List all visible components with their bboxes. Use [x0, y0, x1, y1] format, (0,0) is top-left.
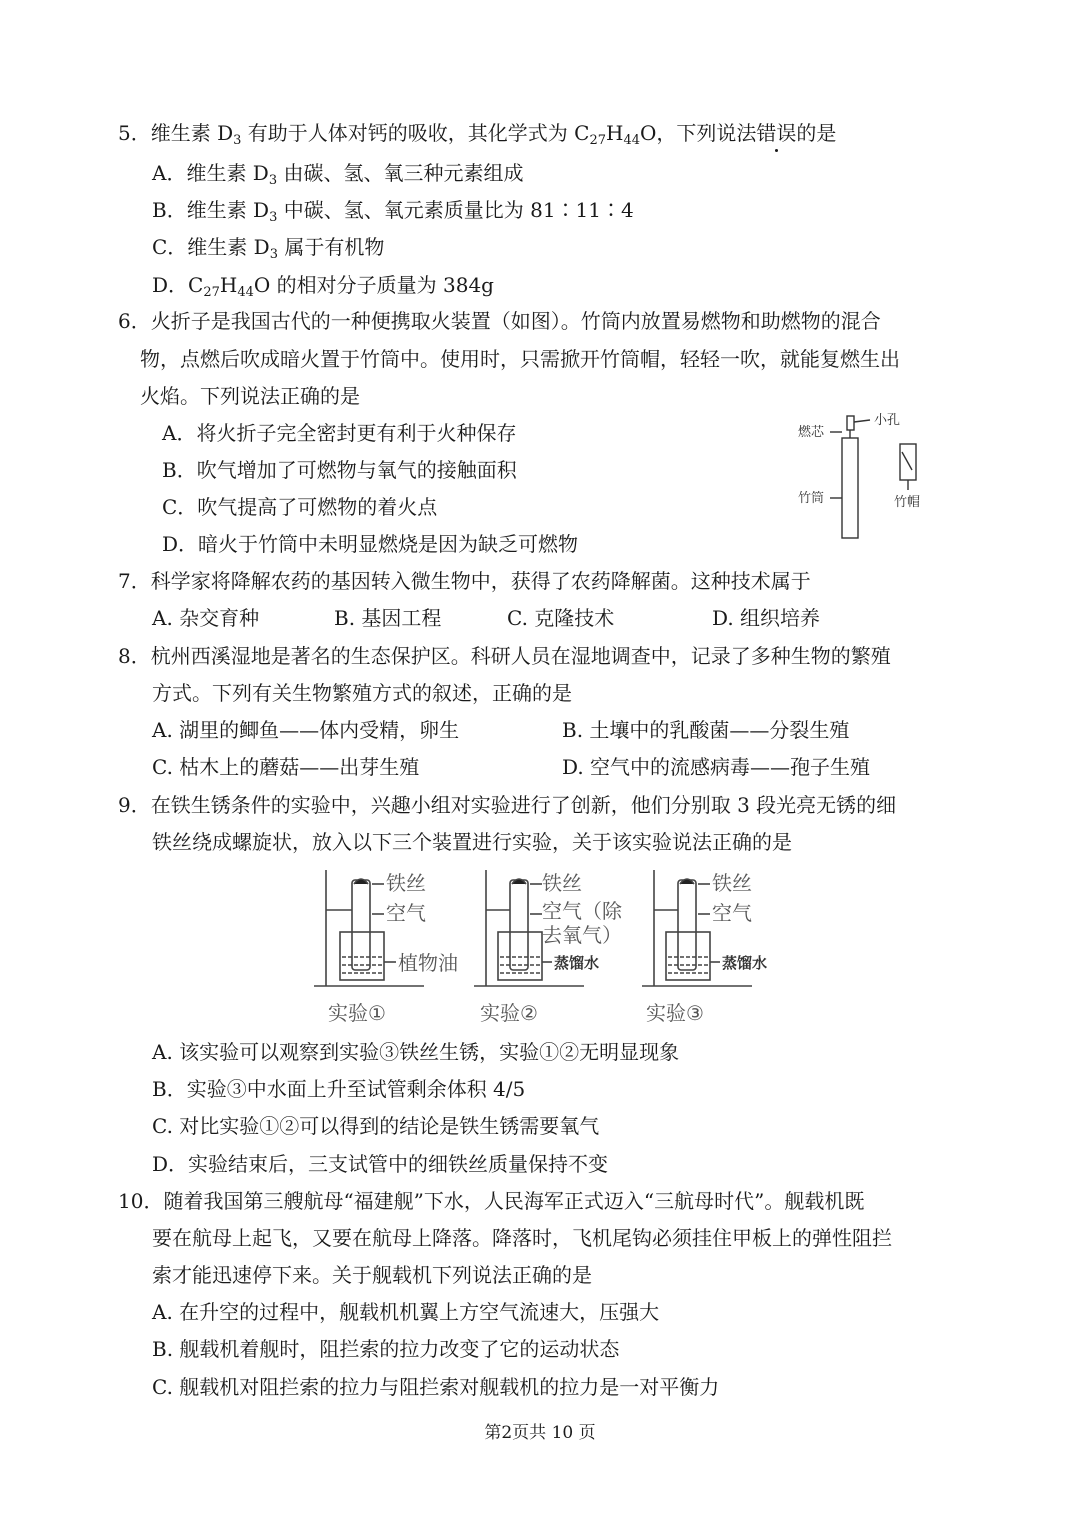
q10-option-b: B. 舰载机着舰时，阻拦索的拉力改变了它的运动状态: [152, 1337, 620, 1361]
q5-stem: 5．维生素 $D_3$ 有助于人体对钙的吸收，其化学式为 $C_{27}H_{44}O$，下列说法错误的是: [118, 121, 837, 148]
q9-option-a: A. 该实验可以观察到实验③铁丝生锈，实验①②无明显现象: [152, 1040, 680, 1064]
q5-option-b: B．维生素 $D_3$ 中碳、氢、氧元素质量比为 81∶11∶4: [152, 198, 634, 225]
q7-option-a: A. 杂交育种: [152, 606, 260, 630]
q10-stem-line1: 10．随着我国第三艘航母“福建舰”下水，人民海军正式迈入“三航母时代”。舰载机既: [118, 1189, 865, 1213]
q5-option-d: D．$C_{27}H_{44}O$ 的相对分子质量为 384g: [152, 273, 494, 300]
q5-option-c: C．维生素 $D_3$ 属于有机物: [152, 235, 385, 262]
q7-option-c: C. 克隆技术: [507, 606, 615, 630]
q9-stem-line2: 铁丝绕成螺旋状，放入以下三个装置进行实验，关于该实验说法正确的是: [152, 830, 792, 854]
exp3-water-label: 蒸馏水: [722, 954, 768, 972]
exp1-label: 实验①: [328, 1001, 386, 1025]
q6-stem-line3: 火焰。下列说法正确的是: [140, 384, 360, 408]
q10-option-c: C. 舰载机对阻拦索的拉力与阻拦索对舰载机的拉力是一对平衡力: [152, 1375, 720, 1399]
q10-stem-line2: 要在航母上起飞，又要在航母上降落。降落时，飞机尾钩必须挂住甲板上的弹性阻拦: [152, 1226, 892, 1250]
label-tube: 竹筒: [798, 491, 825, 506]
q9-option-b: B．实验③中水面上升至试管剩余体积 4/5: [152, 1077, 526, 1101]
q8-option-b: B. 土壤中的乳酸菌——分裂生殖: [562, 718, 850, 742]
label-core: 燃芯: [798, 425, 825, 440]
q9-option-d: D．实验结束后，三支试管中的细铁丝质量保持不变: [152, 1152, 609, 1176]
exp2-water-label: 蒸馏水: [554, 954, 600, 972]
exp1-iron-label: 铁丝: [386, 871, 426, 895]
q5-option-a: A．维生素 $D_3$ 由碳、氢、氧三种元素组成: [152, 161, 524, 188]
q6-option-b: B．吹气增加了可燃物与氧气的接触面积: [162, 458, 517, 482]
q6-stem-line1: 6．火折子是我国古代的一种便携取火装置（如图）。竹筒内放置易燃物和助燃物的混合: [118, 309, 881, 333]
q7-option-b: B. 基因工程: [334, 606, 442, 630]
exp1-oil-label: 植物油: [398, 951, 458, 975]
page-number: 第2页共 10 页: [484, 1423, 596, 1443]
q8-option-a: A. 湖里的鲫鱼——体内受精，卵生: [152, 718, 460, 742]
label-hole: 小孔: [874, 413, 901, 428]
exp2-air-label-line2: 去氧气）: [542, 923, 622, 947]
q9-option-c: C. 对比实验①②可以得到的结论是铁生锈需要氧气: [152, 1114, 600, 1138]
q8-option-c: C. 枯木上的蘑菇——出芽生殖: [152, 755, 420, 779]
fire-folder-diagram: [790, 410, 940, 540]
exp2-label: 实验②: [480, 1001, 538, 1025]
q6-option-a: A．将火折子完全密封更有利于火种保存: [162, 421, 517, 445]
q8-stem-line1: 8．杭州西溪湿地是著名的生态保护区。科研人员在湿地调查中，记录了多种生物的繁殖: [118, 644, 891, 668]
q10-stem-line3: 索才能迅速停下来。关于舰载机下列说法正确的是: [152, 1263, 592, 1287]
emphasis-text: 错误: [756, 121, 797, 145]
q9-stem-line1: 9．在铁生锈条件的实验中，兴趣小组对实验进行了创新，他们分别取 3 段光亮无锈的细: [118, 793, 897, 817]
exp3-label: 实验③: [646, 1001, 704, 1025]
exp2-iron-label: 铁丝: [542, 871, 582, 895]
q10-option-a: A. 在升空的过程中，舰载机机翼上方空气流速大，压强大: [152, 1300, 660, 1324]
q8-option-d: D. 空气中的流感病毒——孢子生殖: [562, 755, 871, 779]
exp3-iron-label: 铁丝: [712, 871, 752, 895]
q6-option-c: C．吹气提高了可燃物的着火点: [162, 495, 438, 519]
q6-option-d: D．暗火于竹筒中未明显燃烧是因为缺乏可燃物: [162, 532, 579, 556]
q7-option-d: D. 组织培养: [712, 606, 821, 630]
q8-stem-line2: 方式。下列有关生物繁殖方式的叙述，正确的是: [152, 681, 572, 705]
exp2-air-label-line1: 空气（除: [542, 899, 622, 923]
q6-stem-line2: 物，点燃后吹成暗火置于竹筒中。使用时，只需掀开竹筒帽，轻轻一吹，就能复燃生出: [140, 347, 900, 371]
iron-rust-experiment-diagram: [306, 862, 786, 1030]
exp1-air-label: 空气: [386, 901, 426, 925]
exp3-air-label: 空气: [712, 901, 752, 925]
label-cap: 竹帽: [894, 495, 921, 510]
q7-stem: 7．科学家将降解农药的基因转入微生物中，获得了农药降解菌。这种技术属于: [118, 569, 811, 593]
